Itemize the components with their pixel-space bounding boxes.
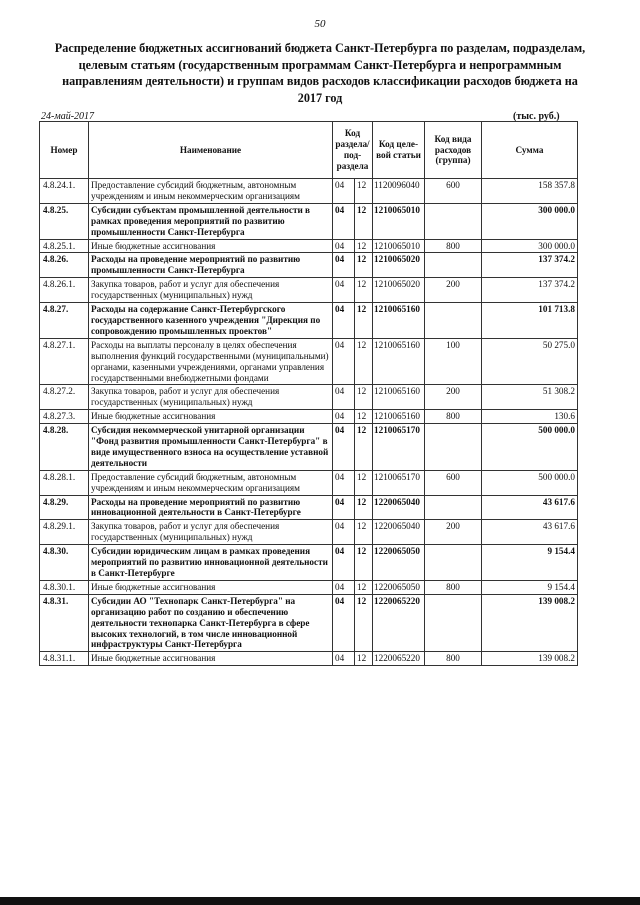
cell-section: 04 — [333, 303, 355, 339]
cell-target: 1220065040 — [373, 520, 425, 545]
cell-section: 04 — [333, 580, 355, 594]
header-number: Номер — [40, 122, 89, 179]
cell-sum: 137 374.2 — [482, 278, 578, 303]
table-row — [40, 179, 578, 204]
table-body — [40, 179, 578, 666]
cell-subsection: 12 — [355, 410, 373, 424]
cell-expense: 600 — [425, 470, 482, 495]
cell-name: Иные бюджетные ассигнования — [89, 239, 333, 253]
cell-subsection: 12 — [355, 594, 373, 652]
header-name: Наименование — [89, 122, 333, 179]
cell-target: 1120096040 — [373, 179, 425, 204]
cell-name: Субсидии субъектам промышленной деятельности в рамках проведения мероприятий по развитию промышленности Санкт-Петербурга — [89, 203, 333, 239]
cell-number: 4.8.28.1. — [40, 470, 89, 495]
cell-expense — [425, 203, 482, 239]
cell-name: Расходы на проведение мероприятий по развитию инновационной деятельности в Санкт-Петербурге — [89, 495, 333, 520]
cell-section: 04 — [333, 203, 355, 239]
cell-number: 4.8.25.1. — [40, 239, 89, 253]
cell-target: 1210065010 — [373, 203, 425, 239]
cell-expense: 600 — [425, 179, 482, 204]
header-target: Код целе-вой статьи — [373, 122, 425, 179]
table-row — [40, 545, 578, 581]
cell-subsection: 12 — [355, 495, 373, 520]
cell-section: 04 — [333, 385, 355, 410]
cell-expense — [425, 303, 482, 339]
cell-target: 1210065010 — [373, 239, 425, 253]
cell-section: 04 — [333, 520, 355, 545]
cell-number: 4.8.27.2. — [40, 385, 89, 410]
cell-sum: 137 374.2 — [482, 253, 578, 278]
cell-target: 1210065160 — [373, 385, 425, 410]
cell-subsection: 12 — [355, 470, 373, 495]
units-label: (тыс. руб.) — [513, 111, 560, 122]
cell-subsection: 12 — [355, 278, 373, 303]
cell-number: 4.8.30. — [40, 545, 89, 581]
cell-subsection: 12 — [355, 338, 373, 385]
cell-name: Закупка товаров, работ и услуг для обеспечения государственных (муниципальных) нужд — [89, 278, 333, 303]
budget-table — [39, 121, 578, 666]
cell-sum: 300 000.0 — [482, 239, 578, 253]
cell-sum: 300 000.0 — [482, 203, 578, 239]
cell-sum: 50 275.0 — [482, 338, 578, 385]
cell-sum: 139 008.2 — [482, 652, 578, 666]
cell-target: 1220065040 — [373, 495, 425, 520]
cell-expense — [425, 424, 482, 471]
cell-name: Иные бюджетные ассигнования — [89, 652, 333, 666]
cell-expense — [425, 545, 482, 581]
cell-subsection: 12 — [355, 520, 373, 545]
cell-subsection: 12 — [355, 253, 373, 278]
scan-border — [0, 897, 640, 905]
cell-number: 4.8.26. — [40, 253, 89, 278]
page-number: 50 — [314, 18, 326, 30]
cell-name: Закупка товаров, работ и услуг для обеспечения государственных (муниципальных) нужд — [89, 520, 333, 545]
cell-target: 1220065220 — [373, 594, 425, 652]
table-row — [40, 410, 578, 424]
cell-sum: 43 617.6 — [482, 520, 578, 545]
cell-expense: 800 — [425, 652, 482, 666]
cell-expense: 800 — [425, 580, 482, 594]
document-title: Распределение бюджетных ассигнований бюджета Санкт-Петербурга по разделам, подразделам, целевым статьям (государственным программам Санкт-Петербурга и непрограммным направлениям деятельности) и группам видов расходов классификации расходов бюджета на 2017 год — [54, 41, 586, 105]
document-date: 24-май-2017 — [41, 111, 95, 122]
cell-number: 4.8.26.1. — [40, 278, 89, 303]
cell-name: Закупка товаров, работ и услуг для обеспечения государственных (муниципальных) нужд — [89, 385, 333, 410]
cell-section: 04 — [333, 424, 355, 471]
table-row — [40, 385, 578, 410]
cell-sum: 51 308.2 — [482, 385, 578, 410]
cell-sum: 9 154.4 — [482, 545, 578, 581]
cell-expense: 200 — [425, 385, 482, 410]
table-row — [40, 580, 578, 594]
cell-number: 4.8.28. — [40, 424, 89, 471]
cell-number: 4.8.24.1. — [40, 179, 89, 204]
cell-section: 04 — [333, 652, 355, 666]
cell-section: 04 — [333, 470, 355, 495]
cell-expense: 200 — [425, 520, 482, 545]
table-row — [40, 495, 578, 520]
cell-number: 4.8.29. — [40, 495, 89, 520]
cell-target: 1210065160 — [373, 338, 425, 385]
cell-name: Иные бюджетные ассигнования — [89, 410, 333, 424]
cell-subsection: 12 — [355, 239, 373, 253]
table-row — [40, 239, 578, 253]
cell-number: 4.8.31.1. — [40, 652, 89, 666]
cell-name: Расходы на содержание Санкт-Петербургского государственного казенного учреждения "Дирекция по сопровождению промышленных проектов" — [89, 303, 333, 339]
cell-name: Расходы на проведение мероприятий по развитию промышленности Санкт-Петербурга — [89, 253, 333, 278]
cell-section: 04 — [333, 594, 355, 652]
cell-number: 4.8.30.1. — [40, 580, 89, 594]
table-row — [40, 338, 578, 385]
cell-subsection: 12 — [355, 179, 373, 204]
cell-target: 1220065050 — [373, 545, 425, 581]
cell-name: Расходы на выплаты персоналу в целях обеспечения выполнения функций государственными (муниципальными) органами, казенными учреждениями, органами управления государственными внебюджетными фондами — [89, 338, 333, 385]
cell-target: 1210065160 — [373, 303, 425, 339]
cell-name: Предоставление субсидий бюджетным, автономным учреждениям и иным некоммерческим организациям — [89, 179, 333, 204]
table-row — [40, 520, 578, 545]
cell-subsection: 12 — [355, 424, 373, 471]
cell-section: 04 — [333, 179, 355, 204]
cell-section: 04 — [333, 495, 355, 520]
cell-expense — [425, 594, 482, 652]
cell-expense: 800 — [425, 410, 482, 424]
cell-expense — [425, 253, 482, 278]
table-row — [40, 424, 578, 471]
cell-name: Субсидии АО "Технопарк Санкт-Петербурга" на организацию работ по созданию и обеспечению деятельности технопарка Санкт-Петербурга в сфере высоких технологий, в том числе инновационной инфраструктуры Санкт-Петербурга — [89, 594, 333, 652]
cell-expense: 800 — [425, 239, 482, 253]
cell-target: 1220065050 — [373, 580, 425, 594]
cell-target: 1210065160 — [373, 410, 425, 424]
cell-target: 1210065020 — [373, 278, 425, 303]
cell-number: 4.8.27. — [40, 303, 89, 339]
cell-name: Субсидии юридическим лицам в рамках проведения мероприятий по развитию инновационной деятельности в Санкт-Петербурге — [89, 545, 333, 581]
table-row — [40, 203, 578, 239]
table-header-row — [40, 122, 578, 179]
cell-expense: 200 — [425, 278, 482, 303]
table-row — [40, 470, 578, 495]
cell-section: 04 — [333, 253, 355, 278]
cell-subsection: 12 — [355, 545, 373, 581]
cell-expense: 100 — [425, 338, 482, 385]
cell-number: 4.8.25. — [40, 203, 89, 239]
cell-name: Иные бюджетные ассигнования — [89, 580, 333, 594]
cell-sum: 139 008.2 — [482, 594, 578, 652]
cell-section: 04 — [333, 545, 355, 581]
cell-target: 1210065020 — [373, 253, 425, 278]
cell-sum: 9 154.4 — [482, 580, 578, 594]
cell-subsection: 12 — [355, 203, 373, 239]
cell-expense — [425, 495, 482, 520]
table-row — [40, 652, 578, 666]
table-row — [40, 278, 578, 303]
cell-sum: 158 357.8 — [482, 179, 578, 204]
cell-number: 4.8.29.1. — [40, 520, 89, 545]
cell-target: 1210065170 — [373, 470, 425, 495]
cell-sum: 500 000.0 — [482, 424, 578, 471]
cell-section: 04 — [333, 239, 355, 253]
header-sum: Сумма — [482, 122, 578, 179]
cell-name: Предоставление субсидий бюджетным, автономным учреждениям и иным некоммерческим организациям — [89, 470, 333, 495]
table-row — [40, 303, 578, 339]
cell-sum: 500 000.0 — [482, 470, 578, 495]
header-expense: Код вида расходов (группа) — [425, 122, 482, 179]
cell-target: 1210065170 — [373, 424, 425, 471]
cell-sum: 130.6 — [482, 410, 578, 424]
cell-number: 4.8.31. — [40, 594, 89, 652]
cell-section: 04 — [333, 278, 355, 303]
cell-section: 04 — [333, 338, 355, 385]
cell-number: 4.8.27.1. — [40, 338, 89, 385]
cell-sum: 101 713.8 — [482, 303, 578, 339]
cell-target: 1220065220 — [373, 652, 425, 666]
cell-section: 04 — [333, 410, 355, 424]
table-row — [40, 594, 578, 652]
cell-subsection: 12 — [355, 652, 373, 666]
cell-sum: 43 617.6 — [482, 495, 578, 520]
header-section: Код раздела/ под-раздела — [333, 122, 373, 179]
cell-number: 4.8.27.3. — [40, 410, 89, 424]
cell-subsection: 12 — [355, 385, 373, 410]
cell-subsection: 12 — [355, 303, 373, 339]
cell-subsection: 12 — [355, 580, 373, 594]
cell-name: Субсидия некоммерческой унитарной организации "Фонд развития промышленности Санкт-Петербурга" в виде имущественного взноса на осуществление уставной деятельности — [89, 424, 333, 471]
table-row — [40, 253, 578, 278]
